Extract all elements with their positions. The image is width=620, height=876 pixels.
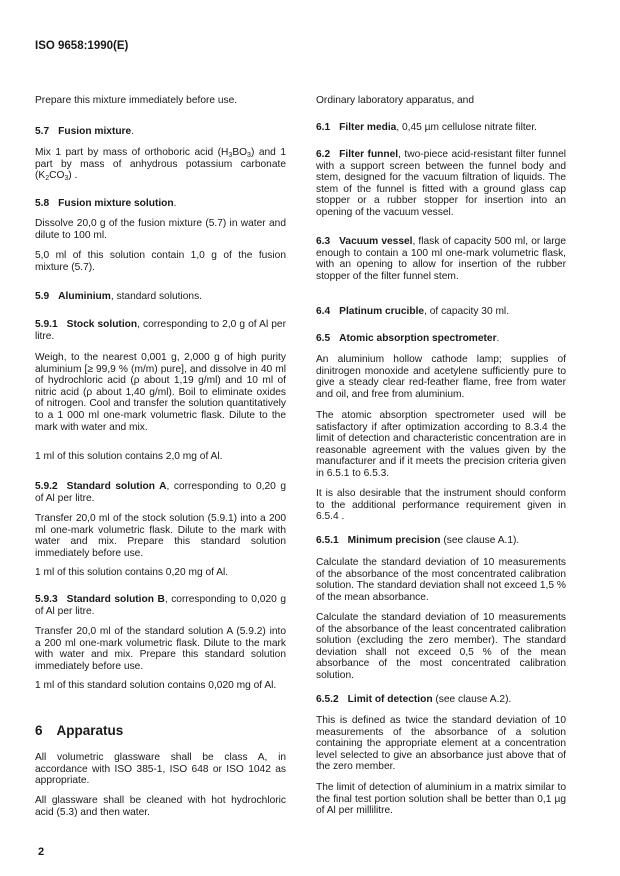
paragraph-6-5-2-definition: This is defined as twice the standard deviation of 10 measurements of the absorbance of a solution containing the appropriate element at a concentration level selected to give an absorbance just above that of the zero member. (316, 715, 566, 773)
paragraph-6-5-1-least: Calculate the standard deviation of 10 measurements of the absorbance of the least concentrated calibration solution (excluding the zero member). The standard deviation shall not exceed 0,5 % of the mean absorbance of the most concentrated calibration solution. (316, 612, 566, 681)
paragraph-5-9-3-contains: 1 ml of this standard solution contains 0,020 mg of Al. (35, 680, 277, 691)
section-title: Standard solution B (66, 594, 165, 605)
section-title: Vacuum vessel (339, 236, 413, 247)
paragraph-5-9-2-contains: 1 ml of this solution contains 0,20 mg of Al. (35, 567, 229, 578)
section-text: , of capacity 30 ml. (424, 306, 510, 317)
section-tail: . (173, 198, 177, 209)
section-number: 5.9.1 (35, 319, 58, 330)
section-number: 6.5 (316, 333, 331, 344)
subscript: 2 (45, 175, 50, 183)
section-title: Filter funnel (339, 149, 399, 160)
text: ) and 1 part by mass of anhydrous potassium carbonate (K (35, 147, 287, 182)
heading-6-5-1 (316, 535, 566, 547)
heading-6-apparatus (35, 723, 123, 738)
section-number: 5.8 (35, 198, 50, 209)
section-title: Minimum precision (347, 535, 441, 546)
section-number: 6.5.2 (316, 694, 339, 705)
section-tail: . (496, 333, 500, 344)
paragraph-6-5-2-limit: The limit of detection of aluminium in a matrix similar to the final test portion solution shall be better than 0,1 µg of Al per millilitre. (316, 782, 566, 817)
section-title: Fusion mixture (58, 126, 132, 137)
paragraph-5-9-3-procedure: Transfer 20,0 ml of the standard solution A (5.9.2) into a 200 ml one-mark volumetric flask. Dilute to the mark with water and mix. Prepare this standard solution immediately before use. (35, 626, 286, 672)
section-tail: , corresponding to 2,0 g of Al per litre. (35, 319, 286, 342)
paragraph-6-glassware-class: All volumetric glassware shall be class A, in accordance with ISO 385-1, ISO 648 or ISO 1042 as appropriate. (35, 752, 286, 787)
section-number: 5.9.2 (35, 481, 58, 492)
paragraph-5-9-1-contains: 1 ml of this solution contains 2,0 mg of Al. (35, 451, 223, 462)
clause-6-3 (316, 236, 566, 282)
clause-6-2 (316, 149, 566, 219)
section-tail: . (131, 126, 135, 137)
paragraph-6-5-1-most: Calculate the standard deviation of 10 measurements of the absorbance of the most concentrated calibration solution. The standard deviation shall not exceed 1,5 % of the mean absorbance. (316, 557, 566, 603)
section-number: 6.3 (316, 236, 331, 247)
paragraph-5-7 (35, 147, 286, 182)
section-title: Apparatus (56, 723, 124, 738)
section-text: , two-piece acid-resistant filter funnel with a support screen between the funnel body and stem, designed for the vacuum filtration of liquids. The stem of the funnel is fitted with a ground glass cap stopper or a rubber stopper for insertion into an opening of the vacuum vessel. (316, 149, 566, 218)
paragraph-apparatus-intro: Ordinary laboratory apparatus, and (316, 95, 474, 106)
section-number: 6 (35, 723, 43, 738)
paragraph-6-5-satisfactory: The atomic absorption spectrometer used will be satisfactory if after optimization according to 8.3.4 the limit of detection and characteristic concentration are in reasonable agreement with the values given by the manufacturer and if it meets the precision criteria given in 6.5.1 to 6.5.3. (316, 410, 566, 479)
paragraph-5-8-contain: 5,0 ml of this solution contain 1,0 g of the fusion mixture (5.7). (35, 250, 286, 273)
section-title: Limit of detection (347, 694, 433, 705)
heading-5-9-2 (35, 481, 286, 504)
section-title: Filter media (339, 122, 397, 133)
heading-5-9 (35, 291, 286, 303)
subscript: 3 (247, 152, 251, 159)
section-title: Fusion mixture solution (58, 198, 174, 209)
paragraph-prepare: Prepare this mixture immediately before use. (35, 95, 238, 106)
section-number: 6.2 (316, 149, 331, 160)
clause-6-4 (316, 306, 566, 318)
section-tail: , standard solutions. (110, 291, 202, 302)
heading-5-7 (35, 126, 286, 138)
section-number: 6.4 (316, 306, 331, 317)
section-title: Atomic absorption spectrometer (339, 333, 497, 344)
section-tail: (see clause A.2). (432, 694, 512, 705)
section-number: 5.9 (35, 291, 50, 302)
heading-5-9-3 (35, 594, 286, 617)
section-number: 5.7 (35, 126, 50, 137)
section-number: 6.1 (316, 122, 331, 133)
section-title: Platinum crucible (339, 306, 425, 317)
section-tail: (see clause A.1). (440, 535, 520, 546)
text: BO (232, 147, 248, 158)
heading-5-8 (35, 198, 286, 210)
clause-6-1 (316, 122, 566, 134)
subscript: 3 (228, 152, 233, 159)
section-number: 5.9.3 (35, 594, 58, 605)
document-header: ISO 9658:1990(E) (35, 40, 129, 52)
section-tail: , corresponding to 0,20 g of Al per litre. (35, 481, 286, 504)
page-number: 2 (38, 846, 45, 858)
section-tail: , corresponding to 0,020 g of Al per litre. (35, 594, 286, 617)
paragraph-6-5-lamp: An aluminium hollow cathode lamp; supplies of dinitrogen monoxide and acetylene sufficiently pure to give a steady clear red-feather flame, free from water and oil, and free from aluminium. (316, 354, 566, 400)
text: ) . (68, 170, 78, 182)
section-title: Aluminium (58, 291, 111, 302)
heading-5-9-1 (35, 319, 286, 342)
section-number: 6.5.1 (316, 535, 339, 546)
paragraph-6-5-desirable: It is also desirable that the instrument should conform to the additional performance requirement given in 6.5.4 . (316, 488, 566, 523)
paragraph-5-9-1-procedure: Weigh, to the nearest 0,001 g, 2,000 g of high purity aluminium [≥ 99,9 % (m/m) pure], and dissolve in 40 ml of hydrochloric acid (ρ about 1,19 g/ml) and 10 ml of nitric acid (ρ about 1,40 g/ml). Boil to eliminate oxides of nitrogen. Cool and transfer the solution quantitatively to a 1 000 ml one-mark volumetric flask. Dilute to the mark with water and mix. (35, 352, 286, 433)
section-text: , flask of capacity 500 ml, or large enough to contain a 100 ml one-mark volumetric flask, with an opening to allow for insertion of the rubber stopper of the filter funnel stem. (316, 236, 566, 282)
paragraph-5-9-2-procedure: Transfer 20,0 ml of the stock solution (5.9.1) into a 200 ml one-mark volumetric flask. Dilute to the mark with water and mix. Prepare this standard solution immediately before use. (35, 513, 286, 559)
paragraph-6-glassware-cleaning: All glassware shall be cleaned with hot hydrochloric acid (5.3) and then water. (35, 795, 286, 818)
paragraph-5-8-dissolve: Dissolve 20,0 g of the fusion mixture (5.7) in water and dilute to 100 ml. (35, 218, 286, 241)
section-title: Stock solution (66, 319, 138, 330)
section-text: , 0,45 µm cellulose nitrate filter. (396, 122, 537, 133)
text: Mix 1 part by mass of orthoboric acid (H (35, 147, 229, 158)
section-title: Standard solution A (66, 481, 167, 492)
heading-6-5-2 (316, 694, 566, 706)
text: CO (49, 170, 65, 182)
heading-6-5 (316, 333, 566, 345)
subscript: 3 (64, 175, 69, 183)
